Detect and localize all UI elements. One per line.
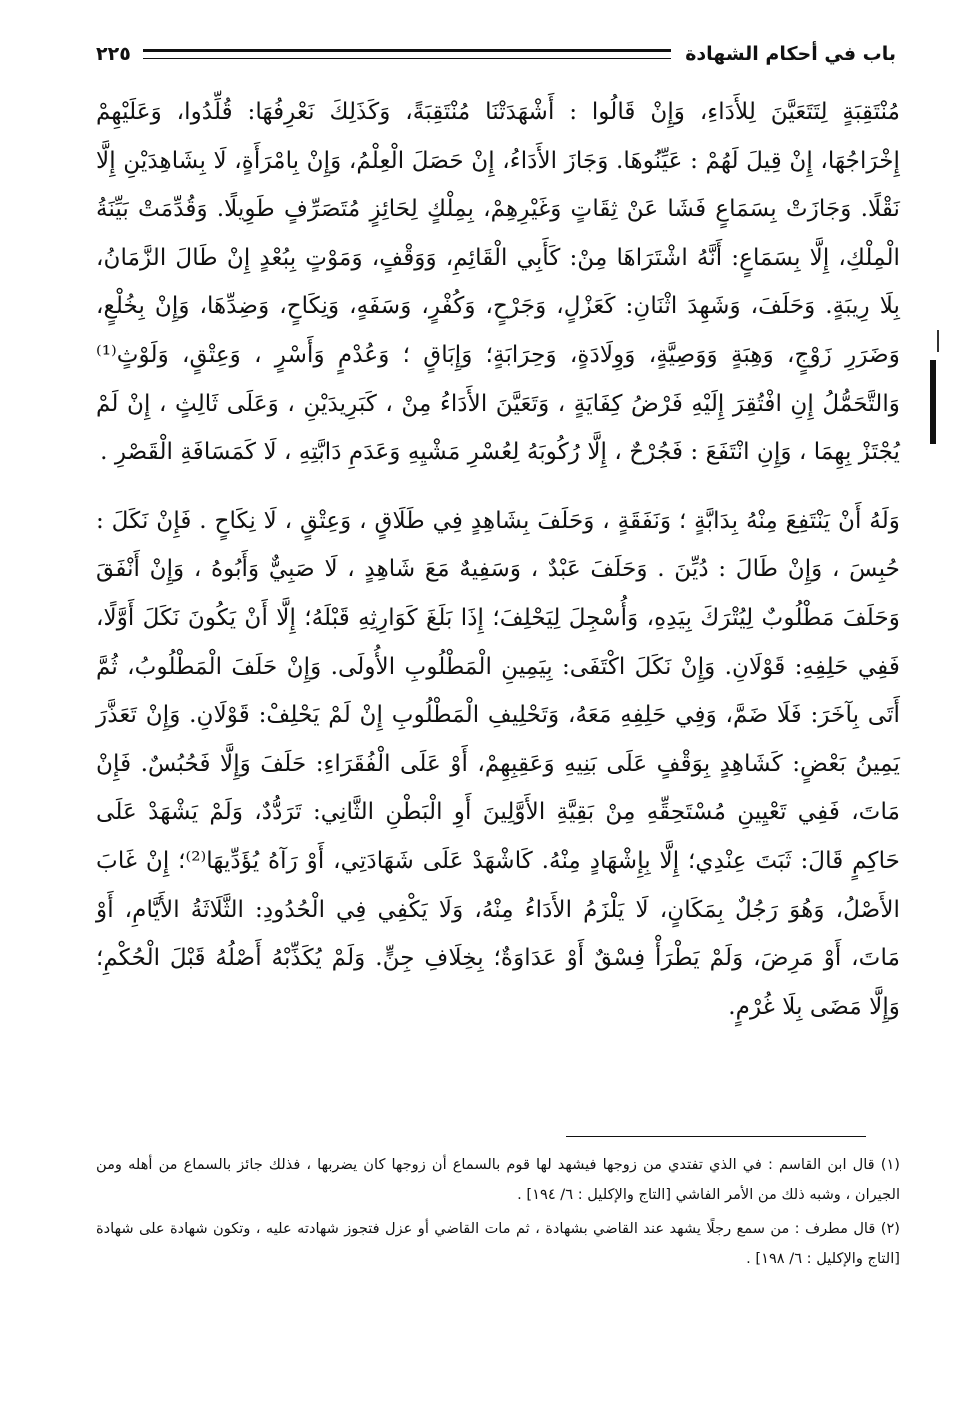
- page-header: [96, 38, 896, 70]
- margin-thumb-mark: [930, 360, 936, 444]
- chapter-title: باب في أحكام الشهادة: [685, 43, 896, 65]
- footnote-separator: [566, 1136, 866, 1137]
- margin-tick: [929, 330, 939, 352]
- page-number: ٢٢٥: [96, 43, 131, 65]
- footnote: (١) قال ابن القاسم : في الذي تفتدي من زوجها فيشهد لها قوم بالسماع أن زوجها كان يضربها ، فذلك جائز بالسماع من أهله ومن الجيران ، وشبه ذلك من الأمر الفاشي [التاج والإكليل : ٦/ ١٩٤] .: [96, 1156, 900, 1203]
- paragraph: مُنْتَقِبَةٍ لِتَتَعَيَّنَ لِلأَدَاءِ، وَإِنْ قَالُوا : أَشْهَدَتْنَا مُنْتَقِبَةً، وَكَذَلِكَ نَعْرِفُهَا: قُلِّدُوا، وَعَلَيْهِمْ إِخْرَاجُهَا، إِنْ قِيلَ لَهُمْ : عَيِّنُوهَا. وَجَازَ الأَدَاءُ، إِنْ حَصَلَ الْعِلْمُ، وَإِنْ بِامْرَأَةٍ، لَا بِشَاهِدَيْنِ إِلَّا نَقْلًا. وَجَازَتْ بِسَمَاعٍ فَشَا عَنْ ثِقَاتٍ وَغَيْرِهِمْ، بِمِلْكٍ لِحَائِزٍ مُتَصَرِّفٍ طَوِيلًا. وَقُدِّمَتْ بَيِّنَةُ الْمِلْكِ، إِلَّا بِسَمَاعٍ: أَنَّهُ اشْتَرَاهَا مِنْ: كَأَبِي الْقَائِمِ، وَوَقْفٍ، وَمَوْتٍ بِبُعْدٍ إِنْ طَالَ الزَّمَانُ، بِلَا رِيبَةٍ. وَحَلَفَ، وَشَهِدَ اثْنَانِ: كَعَزْلٍ، وَجَرْحٍ، وَكُفْرٍ، وَسَفَهٍ، وَنِكَاحٍ، وَضِدِّهَا، وَإِنْ بِخُلْعٍ، وَضَرَرِ زَوْجٍ، وَهِبَةٍ وَوَصِيَّةٍ، وَوِلَادَةٍ، وَحِرَابَةٍ؛ وَإِبَاقٍ ؛ وَعُدْمٍ وَأَسْرٍ ، وَعِتْقٍ، وَلَوْثٍ⁽¹⁾ وَالتَّحَمُّلُ إِنِ افْتُقِرَ إِلَيْهِ فَرْضُ كِفَايَةٍ ، وَتَعَيَّنَ الأَدَاءُ مِنْ ، كَبَرِيدَيْنِ ، وَعَلَى ثَالِثٍ ، إِنْ لَمْ يُجْتَزْ بِهِمَا ، وَإِنِ انْتَفَعَ : فَجُرْحٌ ، إِلَّا رُكُوبَهُ لِعُسْرِ مَشْيِهِ وَعَدَمِ دَابَّتِهِ ، لَا كَمَسَافَةِ الْقَصْرِ .: [96, 98, 900, 466]
- footnote: (٢) قال مطرف : من سمع رجلًا يشهد عند القاضي بشهادة ، ثم مات القاضي أو عزل فتجوز شهادته عليه ، وتكون شهادة على شهادة [التاج والإكليل : ٦/ ١٩٨] .: [96, 1220, 900, 1267]
- main-text: [96, 88, 900, 1031]
- footnotes: [96, 1150, 900, 1278]
- paragraph: وَلَهُ أَنْ يَنْتَفِعَ مِنْهُ بِدَابَّةٍ ؛ وَنَفَقَةٍ ، وَحَلَفَ بِشَاهِدٍ فِي طَلَاقٍ ، وَعِتْقٍ ، لَا نِكَاحٍ . فَإِنْ نَكَلَ : حُبِسَ ، وَإِنْ طَالَ : دُيِّنَ . وَحَلَفَ عَبْدٌ ، وَسَفِيهٌ مَعَ شَاهِدٍ ، لَا صَبِيٌّ وَأَبُوهُ ، وَإِنْ أَنْفَقَ وَحَلَفَ مَطْلُوبٌ لِيُتْرَكَ بِيَدِهِ، وَأُسْجِلَ لِيَحْلِفَ؛ إِذَا بَلَغَ كَوَارِثِهِ قَبْلَهُ؛ إِلَّا أَنْ يَكُونَ نَكَلَ أَوَّلًا، فَفِي حَلِفِهِ: قَوْلَانِ. وَإِنْ نَكَلَ اكْتَفَى: بِيَمِينِ الْمَطْلُوبِ الأُولَى. وَإِنْ حَلَفَ الْمَطْلُوبُ، ثُمَّ أَتَى بِآخَرَ: فَلَا ضَمَّ، وَفِي حَلِفِهِ مَعَهُ، وَتَحْلِيفِ الْمَطْلُوبِ إِنْ لَمْ يَحْلِفْ: قَوْلَانِ. وَإِنْ تَعَذَّرَ يَمِينُ بَعْضٍ: كَشَاهِدٍ بِوَقْفٍ عَلَى بَنِيهِ وَعَقِبِهِمْ، أَوْ عَلَى الْفُقَرَاءِ: حَلَفَ وَإِلَّا فَحُبُسٌ. فَإِنْ مَاتَ، فَفِي تَعْيِينِ مُسْتَحِقِّهِ مِنْ بَقِيَّةِ الأَوَّلِينَ أَوِ الْبَطْنِ الثَّانِي: تَرَدُّدٌ، وَلَمْ يَشْهَدْ عَلَى حَاكِمٍ قَالَ: ثَبَتَ عِنْدِي؛ إِلَّا بِإِشْهَادٍ مِنْهُ. كَاشْهَدْ عَلَى شَهَادَتِي، أَوْ رَآهُ يُؤَدِّيهَا⁽²⁾؛ إِنْ غَابَ الأَصْلُ، وَهُوَ رَجُلٌ بِمَكَانٍ، لَا يَلْزَمُ الأَدَاءُ مِنْهُ، وَلَا يَكْفِي فِي الْحُدُودِ: الثَّلَاثَةُ الأَيَّامِ، أَوْ مَاتَ، أَوْ مَرِضَ، وَلَمْ يَطْرَأْ فِسْقٌ أَوْ عَدَاوَةٌ؛ بِخِلَافِ جِنٍّ. وَلَمْ يُكَذِّبْهُ أَصْلُهُ قَبْلَ الْحُكْمِ؛ وَإِلَّا مَضَى بِلَا غُرْمٍ.: [96, 506, 900, 1020]
- header-rule: [143, 49, 671, 59]
